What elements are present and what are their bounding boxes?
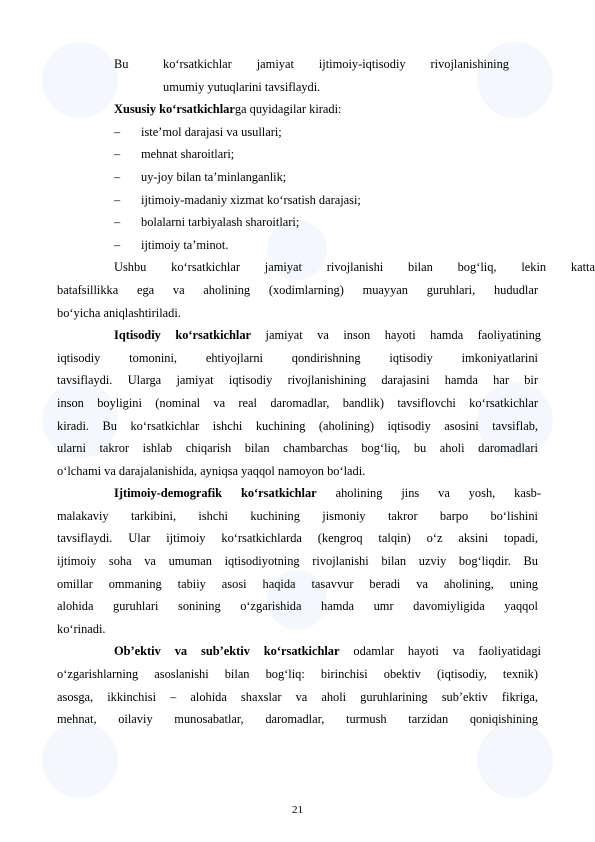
- indicator-list: [114, 121, 541, 257]
- paragraph-demographic-first-line: [114, 482, 541, 505]
- paragraph-demographic-line: alohida guruhlari sonining o‘zgarishida hamda umr davomiyligida yaqqol: [57, 599, 538, 614]
- list-item-text: bolalarni tarbiyalash sharoitlari;: [141, 215, 300, 230]
- paragraph-objective-first-line: [114, 640, 541, 663]
- page-number: 21: [292, 804, 303, 816]
- paragraph-economic-first-rest: jamiyat va inson hayoti hamda faoliyatining: [251, 328, 541, 343]
- paragraph-economic-line: iqtisodiy tomonini, ehtiyojlarni qondirishning iqtisodiy imkoniyatlarini: [57, 350, 538, 365]
- dash-mark: –: [114, 147, 121, 162]
- paragraph-objective-line: mehnat, oilaviy munosabatlar, daromadlar, turmush tarzidan qoniqishining: [57, 712, 538, 727]
- economic-indicators-term: Iqtisodiy ko‘rsatkichlar: [114, 328, 252, 343]
- intro-line-2: umumiy yutuqlarini tavsiflaydi.: [163, 79, 321, 94]
- list-item: [114, 143, 541, 166]
- list-item: [114, 189, 541, 212]
- paragraph-objective-line: asosga, ikkinchisi – alohida shaxslar va aholi guruhlarining sub’ektiv fikriga,: [57, 689, 538, 704]
- list-item-text: ijtimoiy-madaniy xizmat ko‘rsatish darajasi;: [141, 192, 361, 207]
- paragraph-objective: [57, 640, 541, 730]
- special-heading-bold: Xususiy ko‘rsatkichlar: [114, 102, 235, 117]
- paragraph-demographic-line: omillar ommaning tabiiy asosi haqida tasavvur beradi va aholining, uning: [57, 576, 538, 591]
- dash-mark: –: [114, 215, 121, 230]
- list-item: [114, 121, 541, 144]
- list-item: [114, 234, 541, 257]
- list-item: [114, 166, 541, 189]
- dash-mark: –: [114, 237, 121, 252]
- objective-indicators-term: Ob’ektiv va sub’ektiv ko‘rsatkichlar: [114, 644, 340, 659]
- intro-line-1: ko‘rsatkichlar jamiyat ijtimoiy-iqtisodiy rivojlanishining: [163, 57, 509, 71]
- list-item-text: uy-joy bilan ta’minlanganlik;: [141, 169, 287, 184]
- intro-row: [114, 53, 541, 76]
- special-heading: [114, 98, 541, 121]
- paragraph-economic-line: kiradi. Bu ko‘rsatkichlar ishchi kuchining (aholining) iqtisodiy asosini tavsiflab,: [57, 418, 538, 433]
- demographic-indicators-term: Ijtimoiy-demografik ko‘rsatkichlar: [114, 486, 317, 501]
- paragraph-1-line: bo‘yicha aniqlashtiriladi.: [57, 305, 181, 320]
- dash-mark: –: [114, 169, 121, 184]
- paragraph-economic-first-line: [114, 324, 541, 347]
- list-item-text: iste’mol darajasi va usullari;: [141, 124, 282, 139]
- paragraph-demographic-line: ijtimoiy soha va umuman iqtisodiyotning rivojlanishi bilan uzviy bog‘liqdir. Bu: [57, 554, 538, 569]
- dash-mark: –: [114, 124, 121, 139]
- list-item: [114, 211, 541, 234]
- list-item-text: mehnat sharoitlari;: [141, 147, 235, 162]
- paragraph-economic-line: ularni takror ishlab chiqarish bilan chambarchas bog‘liq, bu aholi daromadlari: [57, 441, 538, 456]
- paragraph-economic: [57, 324, 541, 482]
- paragraph-1-line: batafsillikka ega va aholining (xodimlarning) muayyan guruhlari, hududlar: [57, 282, 538, 297]
- paragraph-demographic-first-rest: aholining jins va yosh, kasb-: [316, 486, 541, 501]
- paragraph-economic-line: tavsiflaydi. Ularga jamiyat iqtisodiy rivojlanishining darajasini hamda har bir: [57, 373, 538, 388]
- intro-label: Bu: [114, 57, 129, 71]
- dash-mark: –: [114, 192, 121, 207]
- paragraph-objective-line: o‘zgarishlarning asoslanishi bilan bog‘liq: birinchisi obektiv (iqtisodiy, texnik): [57, 667, 538, 682]
- paragraph-economic-line: inson boyligini (nominal va real daromadlar, bandlik) tavsiflovchi ko‘rsatkichlar: [57, 395, 538, 410]
- paragraph-demographic: [57, 482, 541, 640]
- paragraph-demographic-line: tavsiflaydi. Ular ijtimoiy ko‘rsatkichlarda (kengroq talqin) o‘z aksini topadi,: [57, 531, 538, 546]
- paragraph-demographic-line: malakaviy tarkibini, ishchi kuchining jismoniy takror barpo bo‘lishini: [57, 508, 538, 523]
- paragraph-objective-first-rest: odamlar hayoti va faoliyatidagi: [339, 644, 541, 659]
- paragraph-economic-line: o‘lchami va darajalanishida, ayniqsa yaqqol namoyon bo‘ladi.: [57, 463, 366, 478]
- document-page: [57, 53, 595, 731]
- paragraph-demographic-line: ko‘rinadi.: [57, 621, 106, 636]
- list-item-text: ijtimoiy ta’minot.: [141, 237, 229, 252]
- paragraph-1-line: Ushbu ko‘rsatkichlar jamiyat rivojlanishi bilan bog‘liq, lekin katta: [114, 260, 595, 275]
- special-heading-rest: ga quyidagilar kiradi:: [234, 102, 342, 117]
